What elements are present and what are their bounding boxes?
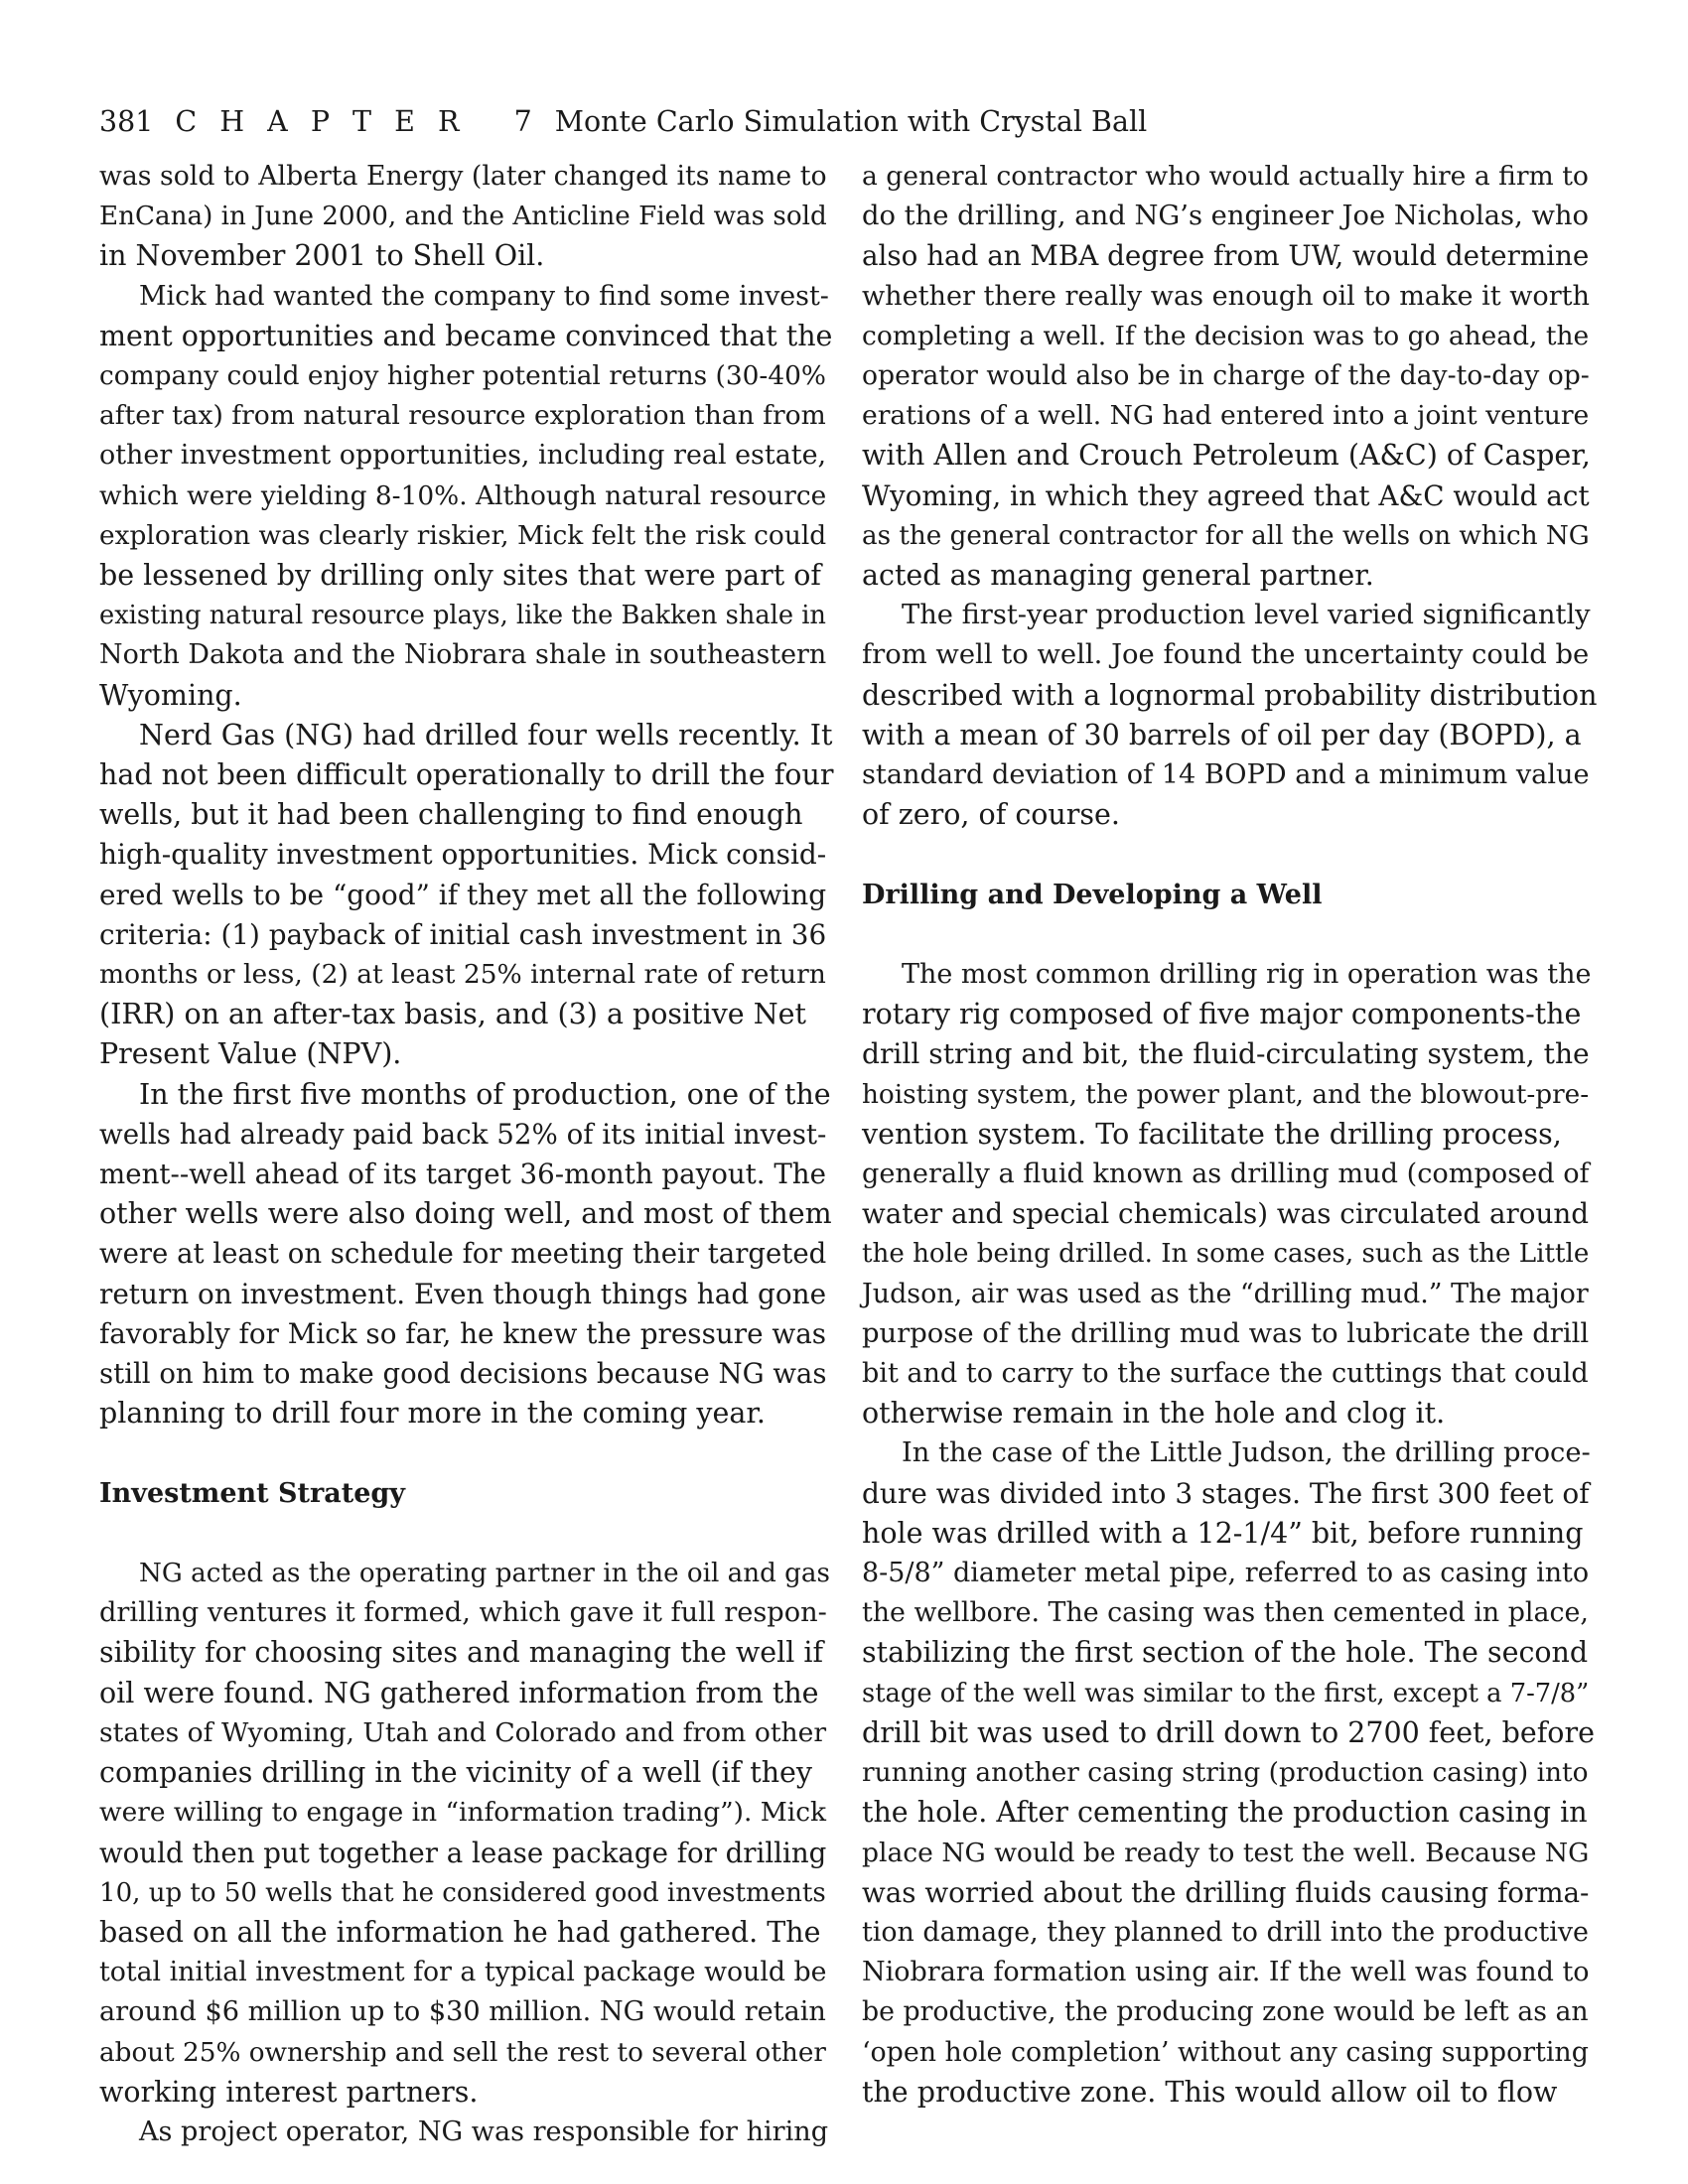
text-line: months or less, (2) at least 25% internal rate of return xyxy=(99,959,826,991)
text-line: wells had already paid back 52% of its initial invest- xyxy=(99,1117,827,1151)
text-line: after tax) from natural resource exploration than from xyxy=(99,400,826,432)
text-line: EnCana) in June 2000, and the Anticline Field was sold xyxy=(99,202,827,232)
text-line: stage of the well was similar to the first, except a 7-7/8” xyxy=(862,1678,1590,1708)
text-line: rotary rig composed of five major components-the xyxy=(862,998,1582,1031)
text-line: planning to drill four more in the coming year. xyxy=(99,1397,766,1431)
text-line: the wellbore. The casing was then cemented in place, xyxy=(862,1597,1589,1629)
text-line: otherwise remain in the hole and clog it. xyxy=(862,1397,1446,1431)
chapter-label: C H A P T E R 7 xyxy=(175,105,539,138)
text-line: described with a lognormal probability distribution xyxy=(862,678,1598,712)
text-line: states of Wyoming, Utah and Colorado and from other xyxy=(99,1716,827,1748)
text-line: Judson, air was used as the “drilling mud.” The major xyxy=(862,1278,1589,1309)
text-line: place NG would be ready to test the well. Because NG xyxy=(862,1837,1590,1868)
text-line: also had an MBA degree from UW, would determine xyxy=(862,239,1590,273)
text-line: drill bit was used to drill down to 2700 feet, before xyxy=(862,1715,1595,1749)
text-line: the hole. After cementing the production casing in xyxy=(862,1796,1588,1830)
right-column xyxy=(862,157,1597,2113)
text-line: return on investment. Even though things had gone xyxy=(99,1277,827,1310)
text-line: was sold to Alberta Energy (later changed its name to xyxy=(99,161,827,192)
text-line: The most common drilling rig in operation was the xyxy=(902,959,1592,991)
text-line: companies drilling in the vicinity of a well (if they xyxy=(99,1756,813,1790)
page-number: 381 xyxy=(99,105,154,138)
text-line: working interest partners. xyxy=(99,2075,479,2109)
text-line: dure was divided into 3 stages. The first 300 feet of xyxy=(862,1476,1590,1510)
text-line: favorably for Mick so far, he knew the pressure was xyxy=(99,1316,827,1350)
text-line: as the general contractor for all the wells on which NG xyxy=(862,520,1590,551)
section-heading-drilling-and-developing: Drilling and Developing a Well xyxy=(862,879,1323,910)
text-line: purpose of the drilling mud was to lubricate the drill xyxy=(862,1317,1590,1349)
text-line: with Allen and Crouch Petroleum (A&C) of Casper, xyxy=(862,439,1591,473)
text-line: be lessened by drilling only sites that were part of xyxy=(99,559,821,593)
text-line: erations of a well. NG had entered into a joint venture xyxy=(862,400,1590,432)
text-line: were at least on schedule for meeting their targeted xyxy=(99,1238,827,1271)
text-line: stabilizing the first section of the hole. The second xyxy=(862,1636,1589,1670)
text-line: Mick had wanted the company to find some invest- xyxy=(139,280,829,312)
text-line: a general contractor who would actually hire a firm to xyxy=(862,161,1589,192)
text-line: water and special chemicals) was circulated around xyxy=(862,1197,1589,1231)
text-line: drill string and bit, the fluid-circulating system, the xyxy=(862,1037,1590,1071)
text-line: wells, but it had been challenging to find enough xyxy=(99,798,803,832)
text-line: of zero, of course. xyxy=(862,798,1120,832)
text-line: do the drilling, and NG’s engineer Joe Nicholas, who xyxy=(862,201,1589,232)
text-line: North Dakota and the Niobrara shale in southeastern xyxy=(99,639,827,671)
text-line: from well to well. Joe found the uncertainty could be xyxy=(862,639,1590,671)
text-line: ‘open hole completion’ without any casing supporting xyxy=(862,2036,1589,2068)
text-line: (IRR) on an after-tax basis, and (3) a positive Net xyxy=(99,998,806,1031)
text-line: whether there really was enough oil to make it worth xyxy=(862,280,1590,312)
text-line: acted as managing general partner. xyxy=(862,559,1374,593)
text-line: drilling ventures it formed, which gave it full respon- xyxy=(99,1597,827,1629)
text-line: other investment opportunities, including real estate, xyxy=(99,440,827,472)
text-line: hole was drilled with a 12-1/4” bit, before running xyxy=(862,1516,1584,1550)
text-line: would then put together a lease package for drilling xyxy=(99,1836,827,1869)
text-line: other wells were also doing well, and most of them xyxy=(99,1197,832,1231)
text-line: generally a fluid known as drilling mud (composed of xyxy=(862,1159,1590,1190)
text-line: hoisting system, the power plant, and the blowout-pre- xyxy=(862,1079,1590,1110)
text-line: with a mean of 30 barrels of oil per day (BOPD), a xyxy=(862,718,1582,751)
text-line: the hole being drilled. In some cases, such as the Little xyxy=(862,1239,1590,1270)
text-line: in November 2001 to Shell Oil. xyxy=(99,239,545,273)
text-line: The first-year production level varied significantly xyxy=(902,600,1591,631)
text-line: completing a well. If the decision was to go ahead, the xyxy=(862,320,1590,351)
text-line: operator would also be in charge of the day-to-day op- xyxy=(862,360,1590,392)
text-line: around $6 million up to $30 million. NG would retain xyxy=(99,1996,826,2028)
text-line: standard deviation of 14 BOPD and a minimum value xyxy=(862,759,1590,791)
text-line: vention system. To facilitate the drilling process, xyxy=(862,1117,1562,1151)
text-line: total initial investment for a typical package would be xyxy=(99,1957,827,1988)
text-line: As project operator, NG was responsible for hiring xyxy=(139,2116,829,2147)
text-line: Niobrara formation using air. If the well was found to xyxy=(862,1957,1590,1988)
text-line: bit and to carry to the surface the cuttings that could xyxy=(862,1358,1589,1390)
text-line: Nerd Gas (NG) had drilled four wells recently. It xyxy=(139,718,833,751)
text-line: exploration was clearly riskier, Mick felt the risk could xyxy=(99,519,827,551)
text-line: In the first five months of production, one of the xyxy=(139,1077,831,1111)
text-line: sibility for choosing sites and managing the well if xyxy=(99,1636,824,1670)
text-line: ment opportunities and became convinced that the xyxy=(99,319,833,352)
text-line: high-quality investment opportunities. Mick consid- xyxy=(99,838,827,872)
text-line: In the case of the Little Judson, the drilling proce- xyxy=(902,1437,1591,1469)
text-line: was worried about the drilling fluids causing forma- xyxy=(862,1875,1590,1909)
text-line: tion damage, they planned to drill into the productive xyxy=(862,1916,1589,1948)
text-line: the productive zone. This would allow oil to flow xyxy=(862,2075,1558,2109)
text-line: ered wells to be “good” if they met all the following xyxy=(99,878,827,911)
section-heading-investment-strategy: Investment Strategy xyxy=(99,1477,405,1509)
text-line: had not been difficult operationally to drill the four xyxy=(99,758,834,792)
text-line: be productive, the producing zone would be left as an xyxy=(862,1996,1589,2028)
left-column xyxy=(99,157,834,2152)
text-line: company could enjoy higher potential returns (30-40% xyxy=(99,361,826,392)
text-line: criteria: (1) payback of initial cash investment in 36 xyxy=(99,917,827,951)
text-line: existing natural resource plays, like the Bakken shale in xyxy=(99,601,826,631)
text-line: running another casing string (production casing) into xyxy=(862,1757,1589,1789)
running-head xyxy=(99,100,1589,144)
text-line: Wyoming. xyxy=(99,678,242,712)
text-line: Present Value (NPV). xyxy=(99,1037,402,1071)
text-line: about 25% ownership and sell the rest to several other xyxy=(99,2037,826,2068)
text-line: 8-5/8” diameter metal pipe, referred to as casing into xyxy=(862,1558,1590,1589)
text-line: still on him to make good decisions because NG was xyxy=(99,1358,827,1391)
text-line: which were yielding 8-10%. Although natural resource xyxy=(99,480,827,511)
text-line: based on all the information he had gathered. The xyxy=(99,1915,821,1949)
text-line: ment--well ahead of its target 36-month payout. The xyxy=(99,1158,826,1191)
text-line: 10, up to 50 wells that he considered good investments xyxy=(99,1877,826,1908)
chapter-title: Monte Carlo Simulation with Crystal Ball xyxy=(554,105,1148,138)
text-line: oil were found. NG gathered information from the xyxy=(99,1676,819,1709)
text-line: Wyoming, in which they agreed that A&C would act xyxy=(862,478,1590,512)
text-line: were willing to engage in “information trading”). Mick xyxy=(99,1797,826,1829)
text-line: NG acted as the operating partner in the oil and gas xyxy=(139,1559,830,1589)
